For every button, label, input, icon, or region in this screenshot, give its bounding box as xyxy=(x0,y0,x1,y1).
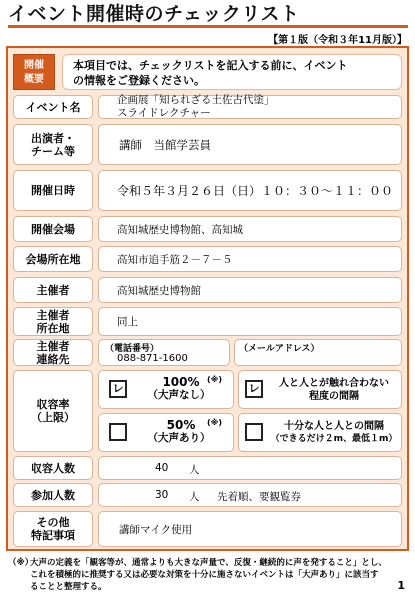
event-name-label: イベント名 xyxy=(13,95,93,119)
contact-label-line1: 主催者 xyxy=(36,339,70,353)
option-50-line1: 50% xyxy=(166,418,196,432)
organizer-address-label xyxy=(13,307,93,336)
organizer-address-label-line2: 所在地 xyxy=(36,321,70,335)
capacity-label: 収容人数 xyxy=(13,456,93,480)
option-spacing-line2: 程度の間隔 xyxy=(309,391,359,402)
option-100-line2: （大声なし） xyxy=(147,389,211,401)
phone-caption: （電話番号） xyxy=(105,344,160,354)
phone-value: 088-871-1600 xyxy=(117,353,188,364)
checkbox-100[interactable]: レ xyxy=(109,380,127,398)
overview-note-line1: 本項目では、チェックリストを記入する前に、イベント xyxy=(73,59,348,72)
organizer-field[interactable]: 高知城歴史博物館 xyxy=(98,277,402,303)
event-name-line2: スライドレクチャー xyxy=(117,107,211,119)
organizer-label: 主催者 xyxy=(13,277,93,303)
option-spacing-line1: 人と人とが触れ合わない xyxy=(279,378,389,389)
overview-tag-line1: 開催 xyxy=(24,60,44,71)
attendance-unit: 人 xyxy=(189,491,200,503)
capacity-rate-label-line1: 収容率 xyxy=(36,398,70,411)
notes-label-line2: 特記事項 xyxy=(31,529,75,542)
footnote-mark: （※） xyxy=(8,558,34,568)
edition-label: 【第１版（令和３年11月版）】 xyxy=(268,35,407,46)
checkbox-distance[interactable] xyxy=(245,423,263,441)
option-100-mark: (※) xyxy=(207,375,223,384)
option-distance-line2: （できるだけ２m、最低１m） xyxy=(270,434,398,444)
capacity-field[interactable] xyxy=(98,456,402,480)
mail-field[interactable] xyxy=(234,339,402,366)
venue-label: 開催会場 xyxy=(13,216,93,242)
overview-tag xyxy=(13,54,55,90)
overview-note-line2: の情報をご登録ください。 xyxy=(73,74,205,87)
checkbox-spacing[interactable]: レ xyxy=(245,380,263,398)
notes-label xyxy=(13,511,93,547)
event-name-line1: 企画展「知られざる土佐古代塗」 xyxy=(117,94,275,106)
mail-caption: （メールアドレス） xyxy=(239,344,320,354)
address-label: 会場所在地 xyxy=(13,246,93,272)
performer-field[interactable]: 講師 当館学芸員 xyxy=(98,124,402,165)
date-label: 開催日時 xyxy=(13,170,93,211)
capacity-rate-label-line2: （上限） xyxy=(31,411,75,424)
performer-label-line2: チーム等 xyxy=(31,144,75,158)
contact-label-line2: 連絡先 xyxy=(36,352,70,366)
contact-label xyxy=(13,339,93,366)
organizer-address-label-line1: 主催者 xyxy=(36,308,70,322)
attendance-label: 参加人数 xyxy=(13,483,93,507)
checkbox-50[interactable] xyxy=(109,423,127,441)
overview-note xyxy=(62,54,402,90)
notes-field[interactable]: 講師マイク使用 xyxy=(98,511,402,547)
page-title: イベント開催時のチェックリスト xyxy=(8,2,408,28)
overview-tag-line2: 概要 xyxy=(24,74,44,85)
footnote xyxy=(8,557,408,593)
attendance-field[interactable] xyxy=(98,483,402,507)
notes-label-line1: その他 xyxy=(36,516,70,529)
capacity-unit: 人 xyxy=(189,464,200,476)
attendance-note: 先着順、要観覧券 xyxy=(217,491,301,503)
capacity-rate-label xyxy=(13,370,93,452)
organizer-address-field[interactable]: 同上 xyxy=(98,307,402,336)
capacity-option-50[interactable] xyxy=(98,413,234,452)
option-50-mark: (※) xyxy=(207,418,223,427)
capacity-option-spacing[interactable] xyxy=(238,370,402,409)
option-100-line1: 100% xyxy=(162,375,200,389)
capacity-number: 40 xyxy=(155,462,169,474)
capacity-option-100[interactable] xyxy=(98,370,234,409)
page-number: 1 xyxy=(397,579,405,592)
option-distance-line1: 十分な人と人との間隔 xyxy=(284,421,384,432)
event-name-field[interactable] xyxy=(98,95,402,119)
performer-label-line1: 出演者・ xyxy=(31,131,75,145)
address-field[interactable]: 高知市追手筋２－７－５ xyxy=(98,246,402,272)
option-50-line2: （大声あり） xyxy=(147,432,211,444)
footnote-line1: 大声の定義を「観客等が、通常よりも大きな声量で、反復・継続的に声を発すること」とし、 xyxy=(30,558,387,568)
performer-label xyxy=(13,124,93,165)
capacity-option-distance[interactable] xyxy=(238,413,402,452)
footnote-line3: ることと整理する。 xyxy=(30,582,107,592)
attendance-number: 30 xyxy=(155,489,169,501)
date-field[interactable]: 令和５年３月２６日（日）１０：３０〜１１：００ xyxy=(98,170,402,211)
venue-field[interactable]: 高知城歴史博物館、高知城 xyxy=(98,216,402,242)
phone-field[interactable] xyxy=(98,339,230,366)
footnote-line2: これを積極的に推奨する又は必要な対策を十分に施さないイベントは「大声あり」に該当す xyxy=(30,570,379,580)
